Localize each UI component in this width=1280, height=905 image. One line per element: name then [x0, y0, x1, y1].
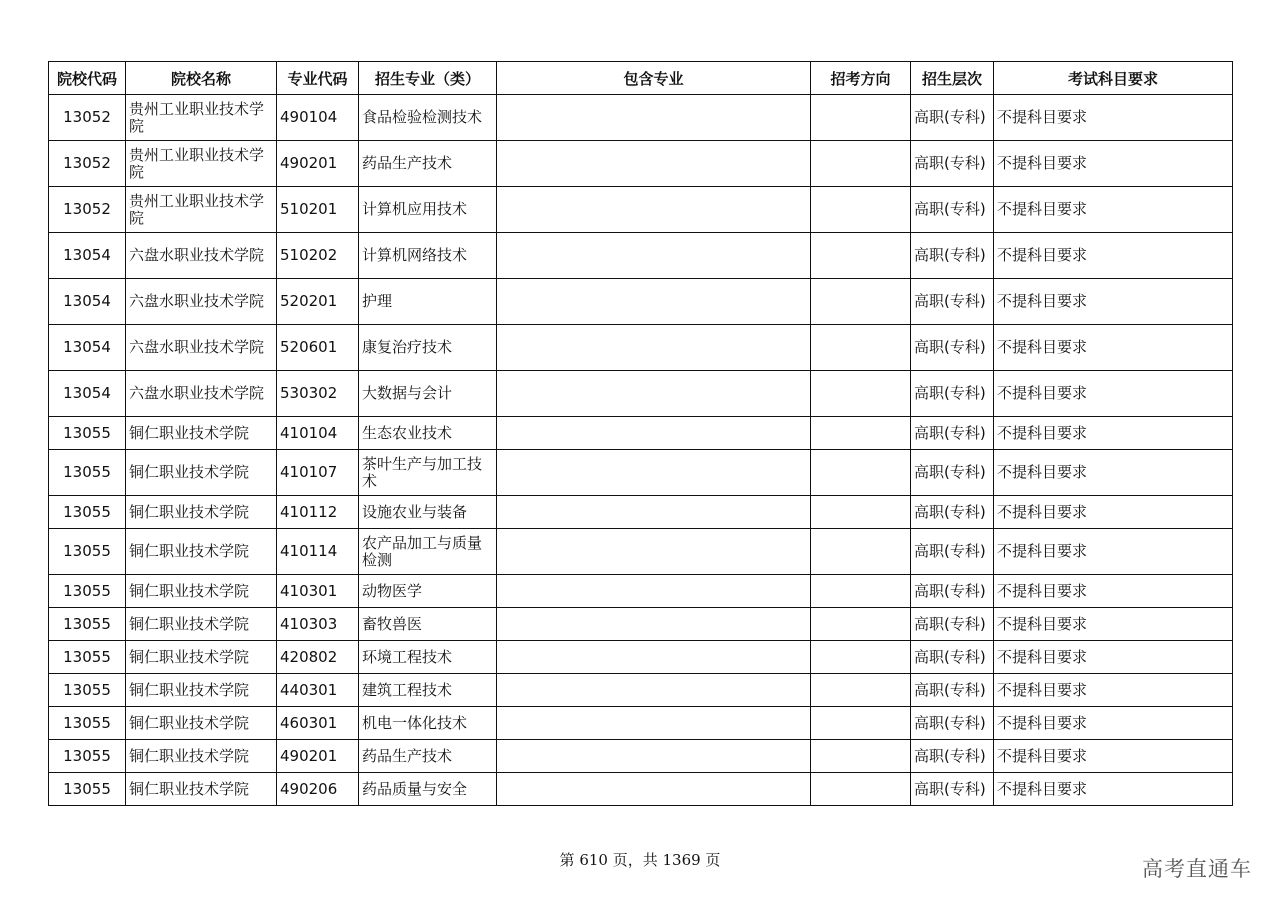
level-cell: 高职(专科) [911, 773, 994, 806]
level-cell: 高职(专科) [911, 740, 994, 773]
header-row [49, 62, 1233, 95]
direction-cell [811, 740, 911, 773]
school-name-cell: 贵州工业职业技术学院 [126, 187, 277, 233]
level-cell: 高职(专科) [911, 674, 994, 707]
school-code-cell: 13054 [49, 325, 126, 371]
table-row [49, 417, 1233, 450]
major-cell: 计算机应用技术 [359, 187, 497, 233]
major-code-cell: 510201 [277, 187, 359, 233]
major-cell: 大数据与会计 [359, 371, 497, 417]
level-cell: 高职(专科) [911, 325, 994, 371]
direction-cell [811, 529, 911, 575]
major-code-cell: 490201 [277, 740, 359, 773]
direction-cell [811, 417, 911, 450]
school-code-cell: 13055 [49, 608, 126, 641]
table-row [49, 233, 1233, 279]
school-name-cell: 六盘水职业技术学院 [126, 233, 277, 279]
major-code-cell: 410114 [277, 529, 359, 575]
included-majors-cell [497, 641, 811, 674]
included-majors-cell [497, 141, 811, 187]
major-code-cell: 440301 [277, 674, 359, 707]
school-code-cell: 13055 [49, 707, 126, 740]
school-code-cell: 13055 [49, 674, 126, 707]
school-name-cell: 贵州工业职业技术学院 [126, 141, 277, 187]
direction-cell [811, 674, 911, 707]
level-cell: 高职(专科) [911, 233, 994, 279]
header-school-code: 院校代码 [49, 62, 126, 95]
table-row [49, 575, 1233, 608]
school-name-cell: 六盘水职业技术学院 [126, 371, 277, 417]
direction-cell [811, 575, 911, 608]
direction-cell [811, 233, 911, 279]
header-direction: 招考方向 [811, 62, 911, 95]
school-code-cell: 13055 [49, 417, 126, 450]
requirement-cell: 不提科目要求 [994, 233, 1233, 279]
school-name-cell: 铜仁职业技术学院 [126, 740, 277, 773]
included-majors-cell [497, 450, 811, 496]
school-name-cell: 六盘水职业技术学院 [126, 325, 277, 371]
major-code-cell: 410107 [277, 450, 359, 496]
header-included-majors: 包含专业 [497, 62, 811, 95]
major-code-cell: 410104 [277, 417, 359, 450]
included-majors-cell [497, 187, 811, 233]
requirement-cell: 不提科目要求 [994, 417, 1233, 450]
requirement-cell: 不提科目要求 [994, 95, 1233, 141]
level-cell: 高职(专科) [911, 187, 994, 233]
major-cell: 茶叶生产与加工技术 [359, 450, 497, 496]
school-code-cell: 13055 [49, 641, 126, 674]
major-code-cell: 420802 [277, 641, 359, 674]
direction-cell [811, 496, 911, 529]
school-name-cell: 铜仁职业技术学院 [126, 529, 277, 575]
school-name-cell: 六盘水职业技术学院 [126, 279, 277, 325]
school-code-cell: 13054 [49, 279, 126, 325]
included-majors-cell [497, 496, 811, 529]
direction-cell [811, 641, 911, 674]
table-row [49, 496, 1233, 529]
school-code-cell: 13055 [49, 529, 126, 575]
requirement-cell: 不提科目要求 [994, 496, 1233, 529]
page-number: 第 610 页，共 1369 页 [559, 851, 721, 869]
major-code-cell: 410112 [277, 496, 359, 529]
major-cell: 建筑工程技术 [359, 674, 497, 707]
school-name-cell: 铜仁职业技术学院 [126, 417, 277, 450]
school-code-cell: 13052 [49, 95, 126, 141]
school-name-cell: 贵州工业职业技术学院 [126, 95, 277, 141]
included-majors-cell [497, 575, 811, 608]
requirement-cell: 不提科目要求 [994, 740, 1233, 773]
level-cell: 高职(专科) [911, 707, 994, 740]
requirement-cell: 不提科目要求 [994, 773, 1233, 806]
included-majors-cell [497, 95, 811, 141]
table-row [49, 450, 1233, 496]
major-cell: 畜牧兽医 [359, 608, 497, 641]
major-cell: 康复治疗技术 [359, 325, 497, 371]
header-major-code: 专业代码 [277, 62, 359, 95]
major-cell: 机电一体化技术 [359, 707, 497, 740]
table-row [49, 641, 1233, 674]
table-row [49, 740, 1233, 773]
level-cell: 高职(专科) [911, 95, 994, 141]
requirement-cell: 不提科目要求 [994, 529, 1233, 575]
school-code-cell: 13055 [49, 450, 126, 496]
level-cell: 高职(专科) [911, 641, 994, 674]
header-school-name: 院校名称 [126, 62, 277, 95]
level-cell: 高职(专科) [911, 141, 994, 187]
level-cell: 高职(专科) [911, 371, 994, 417]
major-code-cell: 490206 [277, 773, 359, 806]
major-code-cell: 410303 [277, 608, 359, 641]
requirement-cell: 不提科目要求 [994, 450, 1233, 496]
school-code-cell: 13052 [49, 187, 126, 233]
included-majors-cell [497, 608, 811, 641]
major-code-cell: 490201 [277, 141, 359, 187]
direction-cell [811, 450, 911, 496]
requirement-cell: 不提科目要求 [994, 707, 1233, 740]
school-code-cell: 13055 [49, 496, 126, 529]
included-majors-cell [497, 279, 811, 325]
requirement-cell: 不提科目要求 [994, 141, 1233, 187]
school-name-cell: 铜仁职业技术学院 [126, 496, 277, 529]
major-cell: 计算机网络技术 [359, 233, 497, 279]
direction-cell [811, 773, 911, 806]
level-cell: 高职(专科) [911, 608, 994, 641]
major-code-cell: 510202 [277, 233, 359, 279]
major-cell: 药品生产技术 [359, 141, 497, 187]
level-cell: 高职(专科) [911, 529, 994, 575]
school-code-cell: 13055 [49, 575, 126, 608]
table-row [49, 773, 1233, 806]
included-majors-cell [497, 371, 811, 417]
direction-cell [811, 95, 911, 141]
school-name-cell: 铜仁职业技术学院 [126, 608, 277, 641]
included-majors-cell [497, 233, 811, 279]
direction-cell [811, 141, 911, 187]
level-cell: 高职(专科) [911, 279, 994, 325]
direction-cell [811, 279, 911, 325]
included-majors-cell [497, 674, 811, 707]
major-code-cell: 410301 [277, 575, 359, 608]
major-code-cell: 530302 [277, 371, 359, 417]
major-cell: 食品检验检测技术 [359, 95, 497, 141]
school-code-cell: 13054 [49, 233, 126, 279]
table-row [49, 187, 1233, 233]
major-cell: 药品生产技术 [359, 740, 497, 773]
requirement-cell: 不提科目要求 [994, 641, 1233, 674]
direction-cell [811, 608, 911, 641]
school-name-cell: 铜仁职业技术学院 [126, 575, 277, 608]
table-row [49, 95, 1233, 141]
direction-cell [811, 187, 911, 233]
table-row [49, 608, 1233, 641]
header-requirement: 考试科目要求 [994, 62, 1233, 95]
included-majors-cell [497, 707, 811, 740]
header-level: 招生层次 [911, 62, 994, 95]
school-name-cell: 铜仁职业技术学院 [126, 707, 277, 740]
major-code-cell: 520601 [277, 325, 359, 371]
table-row [49, 529, 1233, 575]
major-cell: 药品质量与安全 [359, 773, 497, 806]
requirement-cell: 不提科目要求 [994, 187, 1233, 233]
major-code-cell: 490104 [277, 95, 359, 141]
header-major: 招生专业（类） [359, 62, 497, 95]
requirement-cell: 不提科目要求 [994, 674, 1233, 707]
level-cell: 高职(专科) [911, 450, 994, 496]
school-name-cell: 铜仁职业技术学院 [126, 674, 277, 707]
direction-cell [811, 371, 911, 417]
watermark: 高考直通车 [1142, 857, 1252, 881]
school-name-cell: 铜仁职业技术学院 [126, 450, 277, 496]
major-cell: 农产品加工与质量检测 [359, 529, 497, 575]
major-cell: 生态农业技术 [359, 417, 497, 450]
school-name-cell: 铜仁职业技术学院 [126, 773, 277, 806]
table-row [49, 141, 1233, 187]
requirement-cell: 不提科目要求 [994, 575, 1233, 608]
table-row [49, 707, 1233, 740]
included-majors-cell [497, 417, 811, 450]
school-code-cell: 13052 [49, 141, 126, 187]
level-cell: 高职(专科) [911, 417, 994, 450]
major-cell: 环境工程技术 [359, 641, 497, 674]
requirement-cell: 不提科目要求 [994, 279, 1233, 325]
table-row [49, 371, 1233, 417]
included-majors-cell [497, 529, 811, 575]
major-cell: 护理 [359, 279, 497, 325]
included-majors-cell [497, 773, 811, 806]
admissions-table [48, 61, 1233, 806]
requirement-cell: 不提科目要求 [994, 371, 1233, 417]
school-code-cell: 13054 [49, 371, 126, 417]
table-row [49, 279, 1233, 325]
included-majors-cell [497, 325, 811, 371]
major-cell: 设施农业与装备 [359, 496, 497, 529]
level-cell: 高职(专科) [911, 575, 994, 608]
direction-cell [811, 325, 911, 371]
requirement-cell: 不提科目要求 [994, 608, 1233, 641]
school-name-cell: 铜仁职业技术学院 [126, 641, 277, 674]
requirement-cell: 不提科目要求 [994, 325, 1233, 371]
level-cell: 高职(专科) [911, 496, 994, 529]
school-code-cell: 13055 [49, 740, 126, 773]
table-row [49, 325, 1233, 371]
school-code-cell: 13055 [49, 773, 126, 806]
direction-cell [811, 707, 911, 740]
major-code-cell: 460301 [277, 707, 359, 740]
major-cell: 动物医学 [359, 575, 497, 608]
major-code-cell: 520201 [277, 279, 359, 325]
included-majors-cell [497, 740, 811, 773]
table-row [49, 674, 1233, 707]
